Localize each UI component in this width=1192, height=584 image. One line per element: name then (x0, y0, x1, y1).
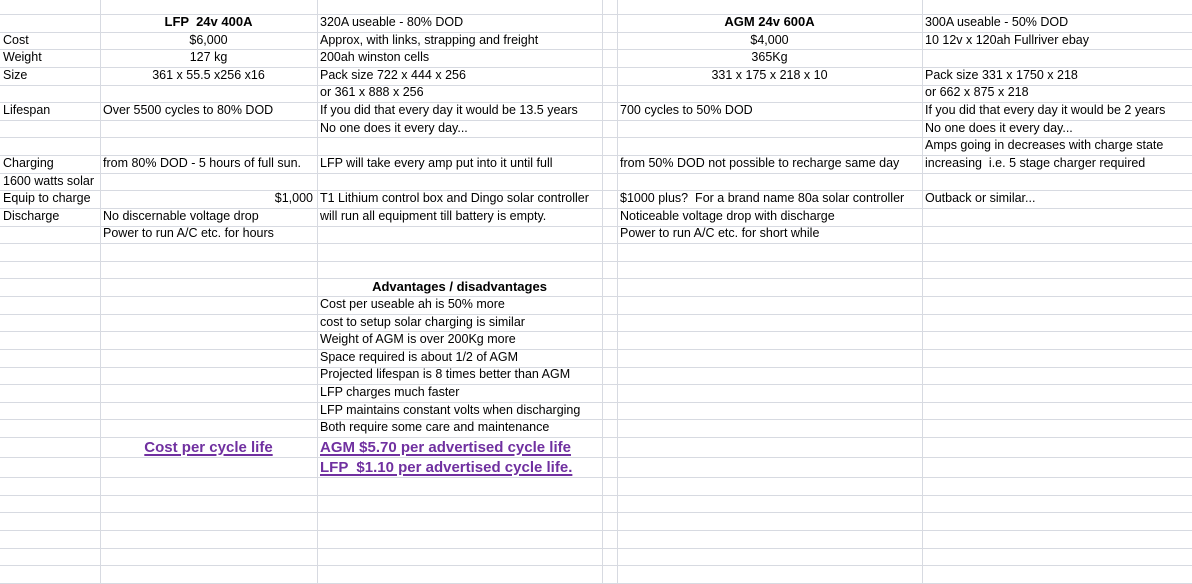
cell-e12[interactable]: $1000 plus? For a brand name 80a solar controller (620, 191, 905, 206)
cell-b3[interactable]: $6,000 (189, 32, 228, 47)
cell-a4[interactable]: Weight (3, 50, 42, 65)
sheet-row (0, 0, 1192, 15)
sheet-row (0, 385, 1192, 403)
cell-e3[interactable]: $4,000 (750, 32, 789, 47)
sheet-row (0, 68, 1192, 86)
cell-c6[interactable]: or 361 x 888 x 256 (320, 85, 424, 100)
lfp-cost-per-cycle-cell[interactable]: LFP $1.10 per advertised cycle life. (320, 459, 573, 476)
cell-f8[interactable]: No one does it every day... (925, 120, 1073, 135)
cell-c7[interactable]: If you did that every day it would be 13.5 years (320, 103, 578, 117)
cell-b4[interactable]: 127 kg (189, 50, 228, 65)
sheet-row (0, 33, 1192, 51)
lfp-header-cell[interactable]: LFP 24v 400A (164, 14, 253, 30)
sheet-row (0, 531, 1192, 549)
sheet-row (0, 121, 1192, 139)
sheet-row (0, 332, 1192, 350)
agm-cost-per-cycle-cell[interactable]: AGM $5.70 per advertised cycle life (320, 439, 571, 456)
cell-a5[interactable]: Size (3, 67, 28, 82)
cell-b10[interactable]: from 80% DOD - 5 hours of full sun. (103, 155, 301, 170)
sheet-row (0, 138, 1192, 156)
sheet-row (0, 227, 1192, 245)
sheet-row (0, 438, 1192, 458)
cell-c21[interactable]: Space required is about 1/2 of AGM (320, 349, 519, 364)
sheet-row (0, 191, 1192, 209)
cell-e14[interactable]: Power to run A/C etc. for short while (620, 226, 820, 241)
cell-c10[interactable]: LFP will take every amp put into it until full (320, 155, 553, 170)
sheet-row (0, 279, 1192, 297)
cell-c5[interactable]: Pack size 722 x 444 x 256 (320, 67, 466, 82)
cell-b14[interactable]: Power to run A/C etc. for hours (103, 226, 274, 241)
sheet-row (0, 420, 1192, 438)
cell-c24[interactable]: LFP maintains constant volts when discharging (320, 402, 581, 417)
advantages-header-cell[interactable]: Advantages / disadvantages (372, 278, 547, 294)
cell-f12[interactable]: Outback or similar... (925, 191, 1036, 206)
cell-e7[interactable]: 700 cycles to 50% DOD (620, 103, 753, 117)
cell-c13[interactable]: will run all equipment till battery is empty. (320, 208, 547, 223)
sheet-row (0, 403, 1192, 421)
sheet-row (0, 15, 1192, 33)
cell-a11[interactable]: 1600 watts solar (3, 173, 95, 188)
agm-header-cell[interactable]: AGM 24v 600A (724, 14, 815, 30)
sheet-row (0, 496, 1192, 514)
sheet-row (0, 103, 1192, 121)
cell-b12[interactable]: $1,000 (274, 191, 313, 206)
cell-c12[interactable]: T1 Lithium control box and Dingo solar controller (320, 191, 589, 206)
cell-f3[interactable]: 10 12v x 120ah Fullriver ebay (925, 32, 1089, 47)
cell-b7[interactable]: Over 5500 cycles to 80% DOD (103, 103, 274, 117)
sheet-row (0, 244, 1192, 262)
sheet-row (0, 156, 1192, 174)
cell-b13[interactable]: No discernable voltage drop (103, 208, 259, 223)
cell-e5[interactable]: 331 x 175 x 218 x 10 (711, 67, 828, 82)
cell-c3[interactable]: Approx, with links, strapping and freight (320, 32, 539, 47)
cell-a13[interactable]: Discharge (3, 208, 60, 223)
sheet-row (0, 513, 1192, 531)
cell-f6[interactable]: or 662 x 875 x 218 (925, 85, 1029, 100)
cell-a10[interactable]: Charging (3, 155, 54, 170)
sheet-row (0, 350, 1192, 368)
sheet-row (0, 458, 1192, 478)
cell-c4[interactable]: 200ah winston cells (320, 50, 430, 65)
cell-e13[interactable]: Noticeable voltage drop with discharge (620, 208, 835, 223)
cell-c20[interactable]: Weight of AGM is over 200Kg more (320, 332, 516, 347)
cell-e4[interactable]: 365Kg (751, 50, 788, 65)
sheet-row (0, 368, 1192, 386)
sheet-row (0, 209, 1192, 227)
sheet-row (0, 566, 1192, 584)
sheet-row (0, 174, 1192, 192)
sheet-row (0, 262, 1192, 280)
cell-f10[interactable]: increasing i.e. 5 stage charger required (925, 155, 1146, 170)
sheet-row (0, 315, 1192, 333)
cell-c19[interactable]: cost to setup solar charging is similar (320, 314, 525, 329)
sheet-row (0, 478, 1192, 496)
cell-f9[interactable]: Amps going in decreases with charge state (925, 138, 1164, 153)
cell-a3[interactable]: Cost (3, 32, 29, 47)
cell-a12[interactable]: Equip to charge (3, 191, 91, 206)
sheet-row (0, 50, 1192, 68)
cell-f2[interactable]: 300A useable - 50% DOD (925, 14, 1069, 29)
cell-c22[interactable]: Projected lifespan is 8 times better than AGM (320, 367, 571, 382)
cell-c25[interactable]: Both require some care and maintenance (320, 420, 550, 435)
sheet-row (0, 297, 1192, 315)
cell-e10[interactable]: from 50% DOD not possible to recharge same day (620, 155, 900, 170)
cell-f7[interactable]: If you did that every day it would be 2 years (925, 103, 1166, 117)
sheet-row (0, 86, 1192, 104)
cell-f5[interactable]: Pack size 331 x 1750 x 218 (925, 67, 1078, 82)
cell-c2[interactable]: 320A useable - 80% DOD (320, 14, 464, 29)
cell-b5[interactable]: 361 x 55.5 x256 x16 (152, 67, 265, 82)
sheet-row (0, 549, 1192, 567)
cell-c23[interactable]: LFP charges much faster (320, 385, 460, 399)
cost-per-cycle-life-cell[interactable]: Cost per cycle life (144, 439, 273, 456)
cell-c18[interactable]: Cost per useable ah is 50% more (320, 296, 505, 311)
cell-c8[interactable]: No one does it every day... (320, 120, 468, 135)
cell-a7[interactable]: Lifespan (3, 103, 51, 117)
